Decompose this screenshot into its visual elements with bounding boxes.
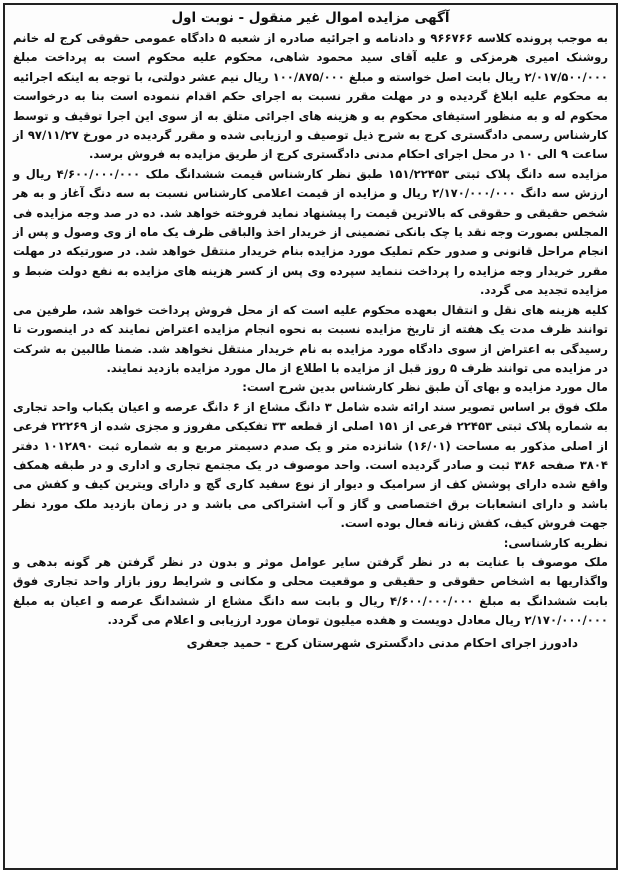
auction-notice <box>3 3 618 870</box>
property-section-heading: مال مورد مزایده و بهای آن طبق نظر کارشناس بدین شرح است: <box>242 380 608 395</box>
expert-opinion-heading: نظریه کارشناسی: <box>503 535 608 550</box>
signature-line: دادورز اجرای احکام مدنی دادگستری شهرستان کرج - حمید جعفری <box>186 635 578 650</box>
expert-opinion-paragraph: ملک موصوف با عنایت به در نظر گرفتن سایر عوامل موثر و بدون در نظر گرفتن هر گونه بدهی و واگذاریها به اشخاص حقوقی و حقیقی و موقعیت محلی و مکانی و شرایط روز بازار واحد تجاری فوق بابت ششدانگ به مبلغ ۴/۶۰۰/۰۰۰/۰۰۰ ریال و بابت سه دانگ مشاع از ششدانگ عرصه و اعیان به مبلغ ۲/۱۷۰/۰۰۰/۰۰۰ ریال معادل دویست و هفده میلیون تومان مورد ارزیابی و اعلام می گردد. <box>13 554 608 628</box>
auction-terms-paragraph: مزایده سه دانگ پلاک ثبتی ۱۵۱/۲۲۴۵۳ طبق نظر کارشناس قیمت ششدانگ ملک ۴/۶۰۰/۰۰۰/۰۰۰ ریال و ارزش سه دانگ ۲/۱۷۰/۰۰۰/۰۰۰ ریال و مزایده از قیمت اعلامی کارشناس نسبت به سه دنگ آغاز و به هر شخص حقیقی و حقوقی که بالاترین قیمت را پیشنهاد نماید فروخته خواهد شد. ده در صد وجه مزایده فی المجلس بصورت وجه نقد یا چک بانکی تضمینی از خریدار اخذ والباقی ظرف یک ماه از وی وصول و پس از انجام مراحل قانونی و صدور حکم تملیک مورد مزایده بنام خریدار منتقل خواهد شد. در صورتیکه در مهلت مقرر خریدار وجه مزایده را پرداخت ننماید سپرده وی پس از کسر هزینه های مزایده به نفع دولت ضبط و مزایده تجدید می گردد. <box>13 166 608 298</box>
case-paragraph: به موجب پرونده کلاسه ۹۶۶۷۶۶ و دادنامه و اجرائیه صادره از شعبه ۵ دادگاه عمومی حقوقی کرج له خانم روشنک امیری هرمزکی و علیه آقای سید محمود شاهی، محکوم علیه محکوم است به پرداخت مبلغ ۲/۰۱۷/۵۰۰/۰۰۰ ریال بابت اصل خواسته و مبلغ ۱۰۰/۸۷۵/۰۰۰ ریال نیم عشر دولتی، با توجه به اینکه اجرائیه به محکوم علیه ابلاغ گردیده و در مهلت مقرر نسبت به اجرای حکم اقدام ننموده است بنا به درخواست محکوم له و به منظور استیفای محکوم به و هزینه های اجرائی متلق به از سوی این اجرا توقیف و توسط کارشناس رسمی دادگستری کرج به شرح ذیل توصیف و ارزیابی شده و مقرر گردیده در مورخ ۹۷/۱۱/۲۷ از ساعت ۹ الی ۱۰ در محل اجرای احکام مدنی دادگستری کرج از طریق مزایده به فروش برسد. <box>13 31 609 162</box>
notice-title: آگهی مزایده اموال غیر منقول - نوبت اول <box>171 10 450 26</box>
property-description-paragraph: ملک فوق بر اساس تصویر سند ارائه شده شامل ۳ دانگ مشاع از ۶ دانگ عرصه و اعیان یکباب واحد تجاری به شماره پلاک ثبتی ۲۲۴۵۳ فرعی از ۱۵۱ اصلی از قطعه ۳۳ تفکیکی مفروز و مجزی شده از ۲۲۲۶۹ فرعی از اصلی مذکور به مساحت (۱۶/۰۱) شانزده متر و یک صدم دسیمتر مربع و به شماره ثبت ۱۰۱۲۸۹۰ دفتر ۳۸۰۴ صفحه ۳۸۶ ثبت و صادر گردیده است. واحد موصوف در یک مجتمع تجاری و اداری و در طبقه همکف واقع شده دارای پوشش کف از سرامیک و دیوار از نوع سفید کاری گچ و دارای ویترین کیف و کفش می باشد و دارای انشعابات برق اختصاصی و گاز و آب اشتراکی می باشد و در زمان بازدید ملک مورد نظر جهت فروش کیف، کفش زنانه فعال بوده است. <box>13 399 608 531</box>
costs-paragraph: کلیه هزینه های نقل و انتقال بعهده محکوم علیه است که از محل فروش پرداخت خواهد شد، طرفین می توانند ظرف مدت یک هفته از تاریخ مزایده نسبت به نحوه انجام مزایده اعتراض نمایند که در اینصورت تا رسیدگی به اعتراض از سوی دادگاه مورد مزایده به نام خریدار منتقل نخواهد شد. ضمنا طالبین به شرکت در مزایده می توانند ظرف ۵ روز قبل از مزایده با اطلاع از مال مورد مزایده بازدید نمایند. <box>13 302 608 375</box>
